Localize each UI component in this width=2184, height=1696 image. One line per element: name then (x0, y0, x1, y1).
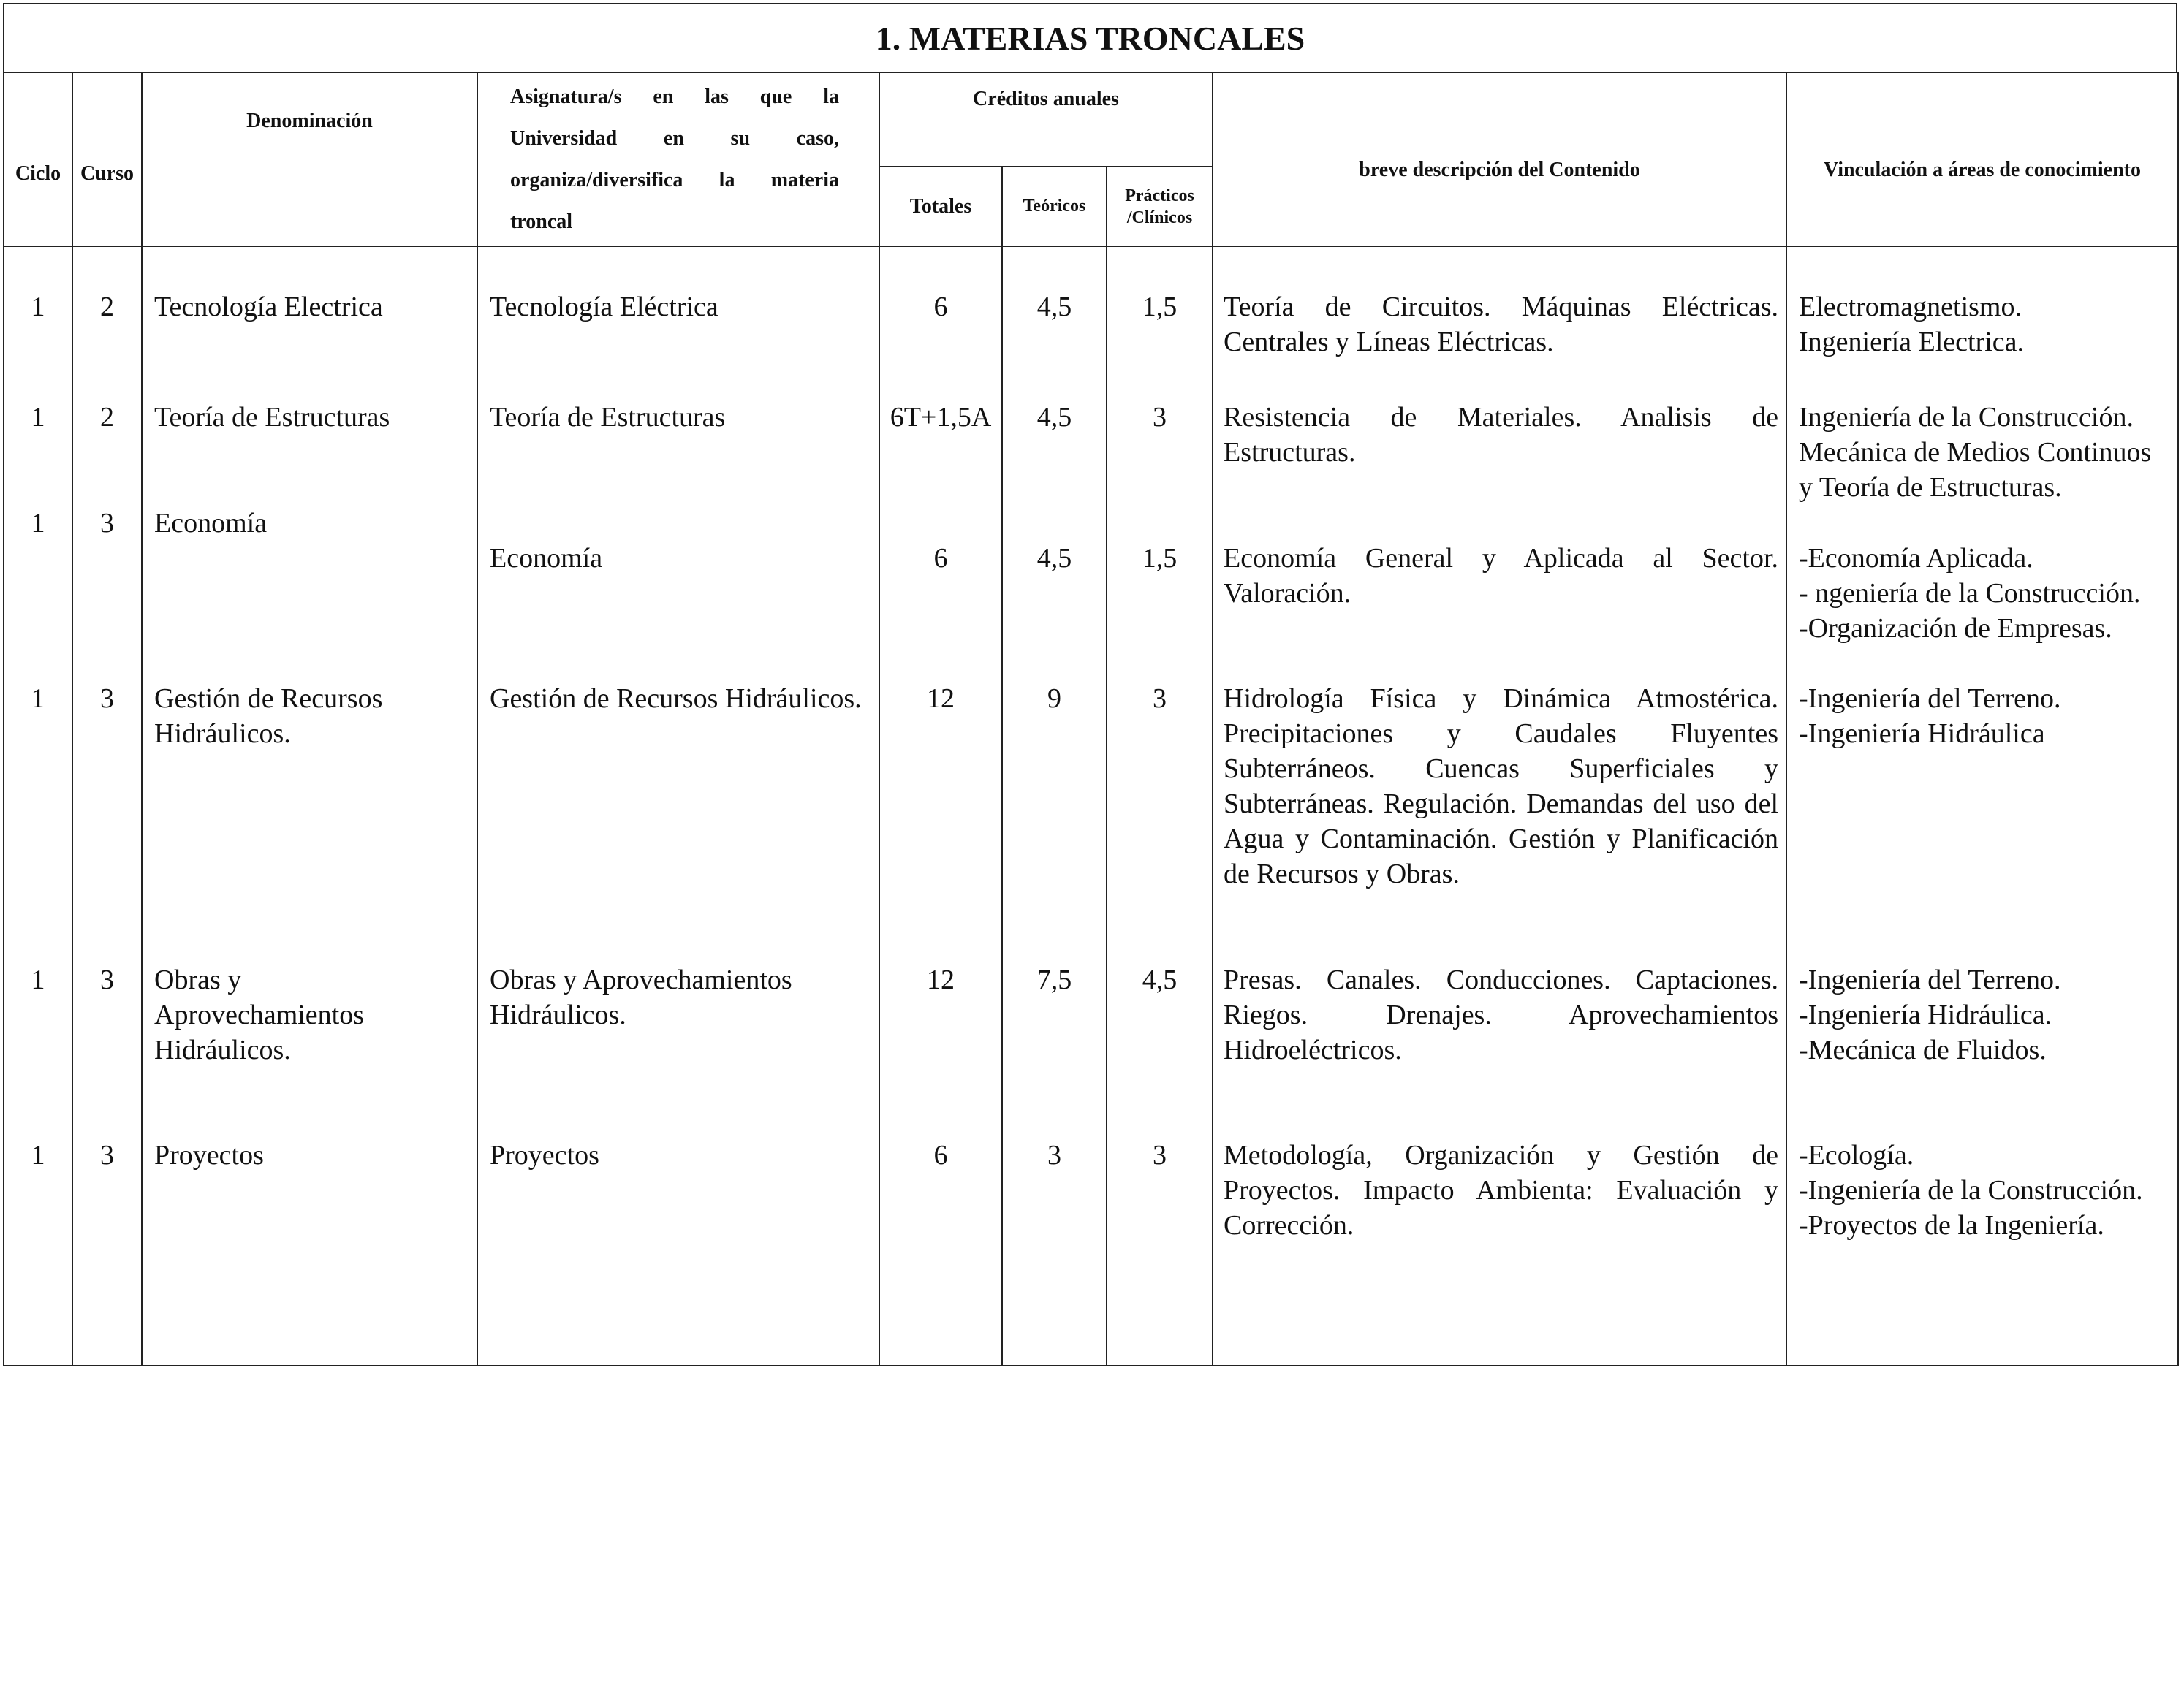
table-row (4, 400, 2178, 506)
vinculacion-item: -Mecánica de Fluidos. (1799, 1035, 2047, 1065)
header-curso: Curso (72, 72, 142, 246)
cell-teoricos: 3 (1002, 1138, 1107, 1366)
header-teoricos: Teóricos (1002, 167, 1107, 246)
table-row (4, 506, 2178, 681)
cell-curso: 3 (72, 681, 142, 962)
cell-vinculacion (1786, 681, 2178, 962)
cell-denominacion: Tecnología Electrica (142, 246, 477, 400)
cell-practicos: 3 (1107, 681, 1213, 962)
header-asignaturas-line: Universidad en su caso, (510, 127, 839, 150)
header-ciclo: Ciclo (4, 72, 72, 246)
cell-denominacion: Obras y Aprovechamientos Hidráulicos. (142, 962, 477, 1138)
cell-teoricos: 4,5 (1002, 506, 1107, 681)
cell-teoricos: 4,5 (1002, 246, 1107, 400)
cell-descripcion: Teoría de Circuitos. Máquinas Eléctricas. Centrales y Líneas Eléctricas. (1213, 246, 1786, 400)
cell-vinculacion (1786, 400, 2178, 506)
cell-denominacion: Proyectos (142, 1138, 477, 1366)
materias-table (3, 72, 2179, 1366)
cell-asignatura: Obras y Aprovechamientos Hidráulicos. (477, 962, 879, 1138)
materias-troncales-sheet (3, 3, 2177, 1366)
vinculacion-item: -Ingeniería Hidráulica (1799, 718, 2045, 749)
cell-asignatura: Tecnología Eléctrica (477, 246, 879, 400)
header-descripcion: breve descripción del Contenido (1213, 72, 1786, 246)
table-row (4, 962, 2178, 1138)
cell-teoricos: 7,5 (1002, 962, 1107, 1138)
vinculacion-item: -Ingeniería de la Construcción. (1799, 1175, 2143, 1206)
header-practicos-line: /Clínicos (1126, 208, 1193, 227)
cell-vinculacion (1786, 506, 2178, 681)
table-row (4, 681, 2178, 962)
vinculacion-item: -Economía Aplicada. (1799, 543, 2033, 574)
cell-descripcion: Hidrología Física y Dinámica Atmostérica. Precipitaciones y Caudales Fluyentes Subterráneos. Cuencas Superficiales y Subterráneas. Regulación. Demandas del uso del Agua y Contaminación. Gestión y Planificación de Recursos y Obras. (1213, 681, 1786, 962)
header-asignaturas-line: Asignatura/s en las que la (510, 85, 839, 108)
vinculacion-item: y Teoría de Estructuras. (1799, 472, 2062, 503)
cell-practicos: 1,5 (1107, 506, 1213, 681)
vinculacion-item: -Ingeniería del Terreno. (1799, 965, 2061, 995)
cell-curso: 3 (72, 962, 142, 1138)
cell-asignatura: Economía (477, 506, 879, 681)
table-row (4, 246, 2178, 400)
header-vinculacion: Vinculación a áreas de conocimiento (1786, 72, 2178, 246)
header-asignaturas (477, 72, 879, 246)
vinculacion-item: -Organización de Empresas. (1799, 613, 2112, 644)
cell-vinculacion (1786, 962, 2178, 1138)
cell-ciclo: 1 (4, 246, 72, 400)
cell-teoricos: 4,5 (1002, 400, 1107, 506)
vinculacion-item: Mecánica de Medios Continuos (1799, 437, 2152, 468)
header-denominacion: Denominación (142, 72, 477, 246)
document-title: 1. MATERIAS TRONCALES (3, 3, 2177, 72)
header-asignaturas-line: organiza/diversifica la materia (510, 169, 839, 191)
cell-practicos: 4,5 (1107, 962, 1213, 1138)
cell-descripcion: Economía General y Aplicada al Sector. Valoración. (1213, 506, 1786, 681)
cell-ciclo: 1 (4, 962, 72, 1138)
cell-totales: 12 (879, 681, 1002, 962)
vinculacion-item: -Ecología. (1799, 1140, 1914, 1171)
table-row (4, 1138, 2178, 1366)
cell-curso: 2 (72, 246, 142, 400)
vinculacion-item: Ingeniería de la Construcción. (1799, 402, 2134, 433)
cell-asignatura: Gestión de Recursos Hidráulicos. (477, 681, 879, 962)
cell-totales: 12 (879, 962, 1002, 1138)
cell-teoricos: 9 (1002, 681, 1107, 962)
vinculacion-item: -Proyectos de la Ingeniería. (1799, 1210, 2104, 1241)
vinculacion-item: Electromagnetismo. (1799, 292, 2022, 322)
cell-descripcion: Metodología, Organización y Gestión de Proyectos. Impacto Ambienta: Evaluación y Corrección. (1213, 1138, 1786, 1366)
cell-ciclo: 1 (4, 1138, 72, 1366)
vinculacion-item: Ingeniería Electrica. (1799, 327, 2025, 357)
cell-denominacion: Teoría de Estructuras (142, 400, 477, 506)
vinculacion-item: -Ingeniería del Terreno. (1799, 683, 2061, 714)
header-asignaturas-line: troncal (510, 210, 573, 233)
cell-ciclo: 1 (4, 681, 72, 962)
cell-curso: 2 (72, 400, 142, 506)
vinculacion-item: - ngeniería de la Construcción. (1799, 578, 2141, 609)
cell-totales: 6 (879, 1138, 1002, 1366)
header-practicos (1107, 167, 1213, 246)
cell-denominacion: Economía (142, 506, 477, 681)
cell-totales: 6T+1,5A (879, 400, 1002, 506)
cell-practicos: 1,5 (1107, 246, 1213, 400)
cell-asignatura: Teoría de Estructuras (477, 400, 879, 506)
cell-vinculacion (1786, 246, 2178, 400)
cell-descripcion: Presas. Canales. Conducciones. Captaciones. Riegos. Drenajes. Aprovechamientos Hidroeléctricos. (1213, 962, 1786, 1138)
cell-practicos: 3 (1107, 400, 1213, 506)
cell-asignatura: Proyectos (477, 1138, 879, 1366)
cell-curso: 3 (72, 506, 142, 681)
header-practicos-line: Prácticos (1125, 186, 1194, 205)
header-creditos: Créditos anuales (879, 72, 1213, 167)
cell-ciclo: 1 (4, 506, 72, 681)
cell-ciclo: 1 (4, 400, 72, 506)
cell-vinculacion (1786, 1138, 2178, 1366)
cell-curso: 3 (72, 1138, 142, 1366)
cell-totales: 6 (879, 506, 1002, 681)
cell-totales: 6 (879, 246, 1002, 400)
vinculacion-item: -Ingeniería Hidráulica. (1799, 1000, 2052, 1030)
cell-denominacion: Gestión de Recursos Hidráulicos. (142, 681, 477, 962)
cell-practicos: 3 (1107, 1138, 1213, 1366)
header-totales: Totales (879, 167, 1002, 246)
cell-descripcion: Resistencia de Materiales. Analisis de Estructuras. (1213, 400, 1786, 506)
